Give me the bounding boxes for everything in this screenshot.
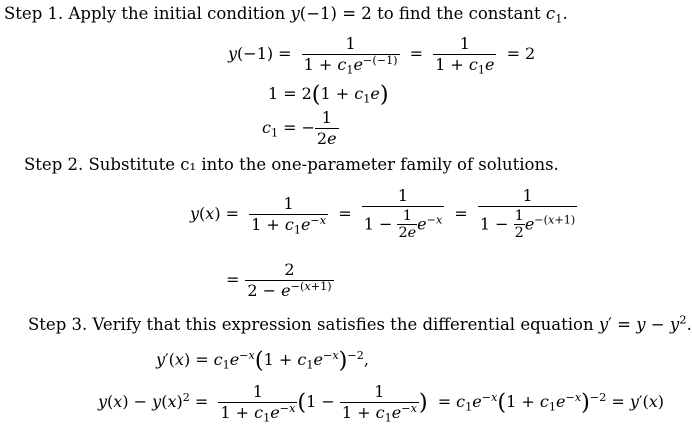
step-1-equation-2: $1 = 2(1 + c_1e)$ (268, 81, 389, 108)
step-2-equation-1: y(x) = $\frac{1}{1 + c_1e^{-x}}$ = 1 1 − $\frac{1}{2e}$ $e^{-x}$ = 1 1 − $\frac{1}{2}$ $e^{-(x+1)}$ (190, 186, 576, 242)
step-1-heading: Step 1. Apply the initial condition y(−1) = 2 to find the constant $c_1$. (4, 4, 568, 26)
step-3-equation-1: $y'(x) = c_1e^{-x}(1 + c_1e^{-x})^{-2}$, (156, 347, 369, 374)
step-2-text: Substitute c₁ into the one-parameter family of solutions. (88, 155, 559, 174)
step-3-label: Step 3. (28, 315, 88, 334)
step-1-tail: to find the constant (377, 4, 541, 23)
step-2-heading (24, 157, 559, 174)
step-3-text: Verify that this expression satisfies the differential equation (92, 315, 594, 334)
step-1-equation-1: y(−1) = $\frac{1}{1 + c_1e^{-(-1)}}$ = $\frac{1}{1 + c_1e}$ = 2 (228, 34, 536, 77)
step-1-text: Apply the initial condition (68, 4, 286, 23)
step-2-equation-2: = $\frac{2}{2 - e^{-(x+1)}}$ (226, 260, 332, 300)
step-3-heading: Step 3. Verify that this expression satisfies the differential equation $y' = y - y^2$. (28, 312, 692, 334)
step-1-equation-3: $c_1$ = − $\frac{1}{2e}$ (262, 108, 337, 148)
step-1-label: Step 1. (4, 4, 64, 23)
step-2-label: Step 2. (24, 155, 84, 174)
step-3-equation-2: $y(x) - y(x)^2$ = $\frac{1}{1 + c_1e^{-x}}$ (1 − $\frac{1}{1 + c_1e^{-x}}$ ) = $c_1e^{-x}(1 + c_1e^{-x})^{-2} = y'(x)$ (98, 382, 665, 425)
